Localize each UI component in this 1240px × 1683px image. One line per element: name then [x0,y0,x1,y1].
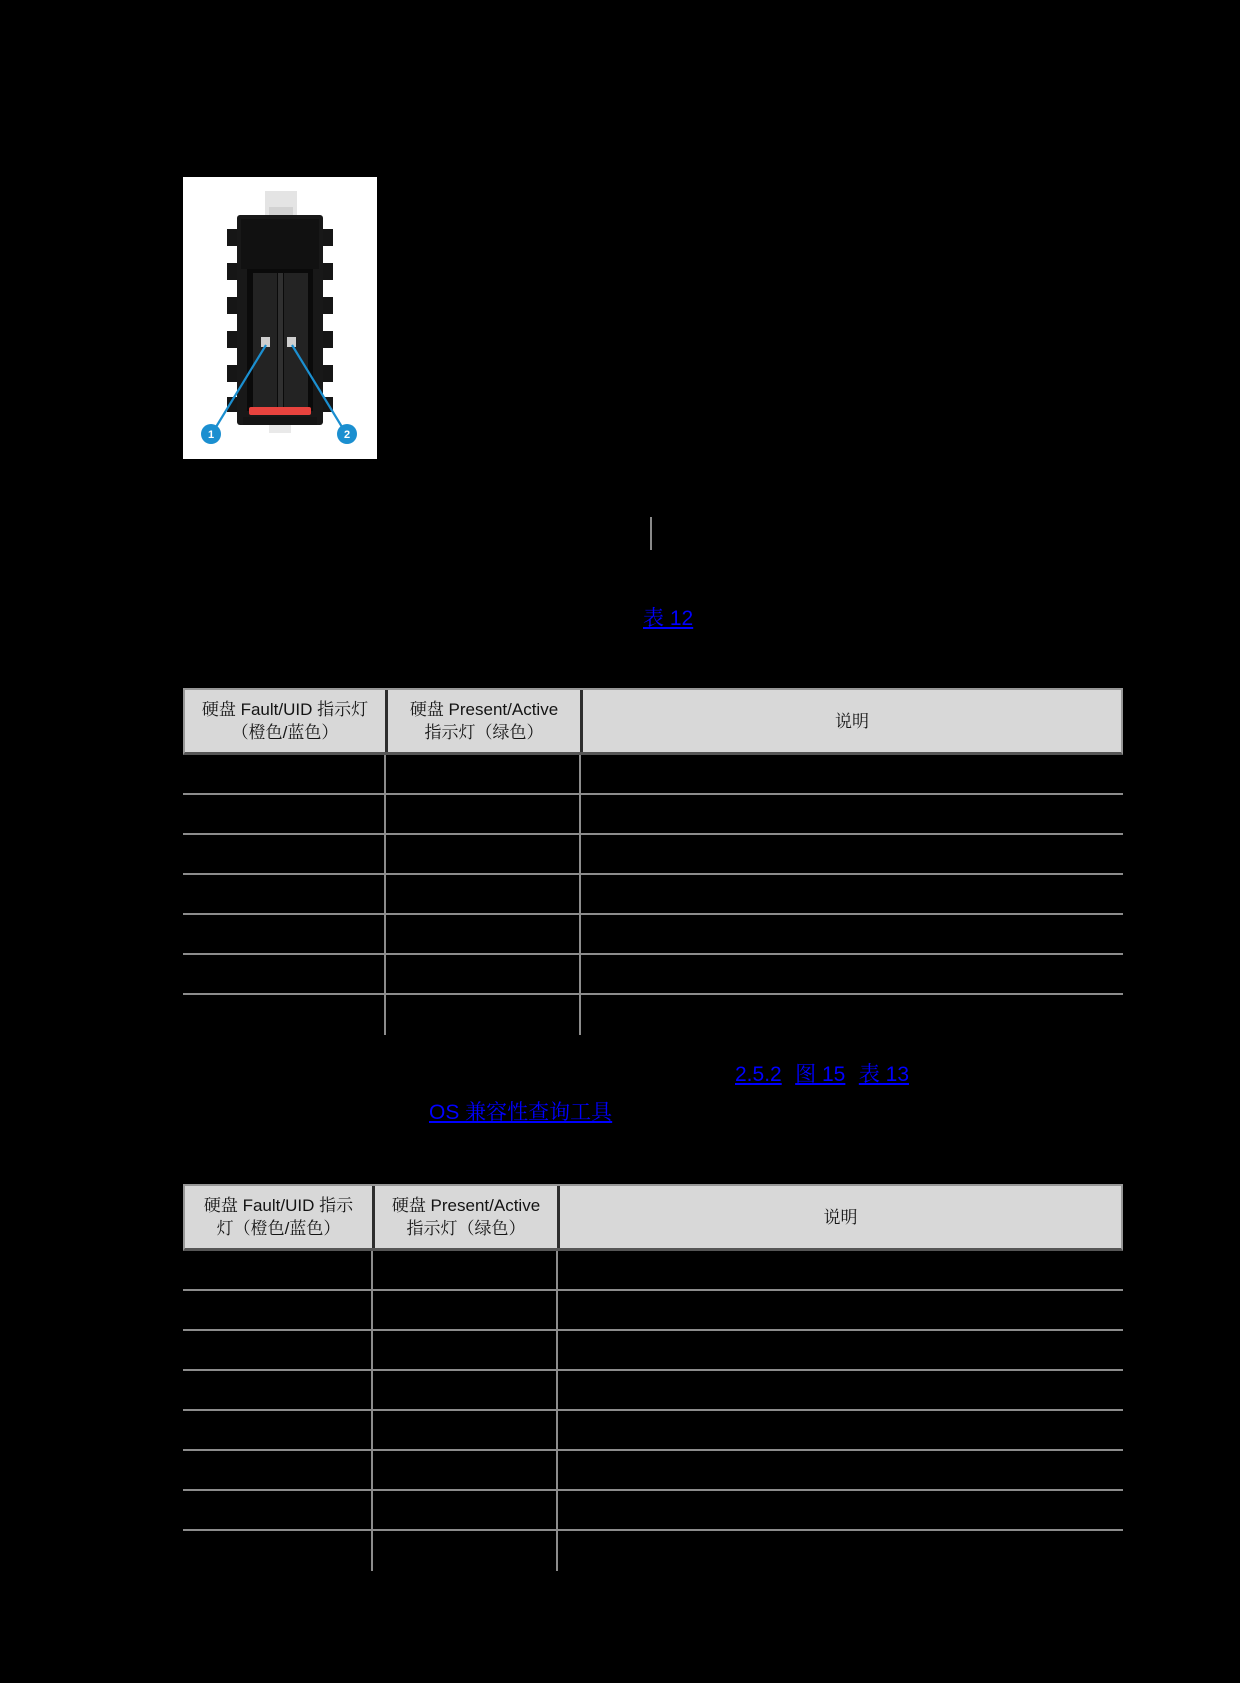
table1-cell [386,955,581,993]
link-table-13[interactable]: 表 13 [858,1063,910,1086]
table2-cell [183,1491,373,1529]
table1-row [183,835,1123,875]
table1-cell [183,755,386,793]
table2-cell [558,1411,1123,1449]
callout-1-badge [201,424,221,444]
table2-cell [373,1251,558,1289]
table2-row [183,1491,1123,1531]
table2-cell [183,1451,373,1489]
link-section-2-5-2[interactable]: 2.5.2 [735,1063,782,1086]
table1-cell [183,915,386,953]
table-2-body [183,1251,1123,1571]
table2-cell [558,1531,1123,1571]
table2-row [183,1451,1123,1491]
link-os-compatibility-tool[interactable]: OS 兼容性查询工具 [429,1101,613,1124]
table2-cell [558,1451,1123,1489]
table2-cell [558,1371,1123,1409]
header-text: 指示灯（绿色） [424,723,544,742]
table-1-header-description [583,690,1121,752]
table2-cell [183,1371,373,1409]
table1-cell [581,835,1123,873]
table1-cell [183,955,386,993]
table2-cell [373,1371,558,1409]
table1-row [183,875,1123,915]
table1-row [183,795,1123,835]
table-2-header-present-active [375,1186,560,1248]
table2-cell [558,1251,1123,1289]
reference-links-line [735,1063,909,1087]
table1-row [183,755,1123,795]
tray-red-stripe-icon [249,407,311,415]
led-status-table-2 [183,1184,1123,1571]
led-status-table-1 [183,688,1123,1035]
table2-cell [373,1411,558,1449]
table2-cell [373,1451,558,1489]
drive-tray-photo-icon [183,177,377,459]
table2-cell [558,1491,1123,1529]
table1-cell [183,795,386,833]
table1-cell [386,755,581,793]
table2-cell [373,1491,558,1529]
header-text: 硬盘 Present/Active [409,700,559,719]
drive-tray-figure [183,177,377,459]
table1-cell [581,915,1123,953]
table1-row [183,915,1123,955]
table2-cell [373,1331,558,1369]
table2-cell [373,1291,558,1329]
table1-cell [581,755,1123,793]
table2-cell [183,1251,373,1289]
table2-cell [558,1331,1123,1369]
table-1-header-row [183,688,1123,755]
table2-cell [183,1291,373,1329]
table1-cell [386,835,581,873]
table1-row [183,955,1123,995]
table2-row [183,1331,1123,1371]
vertical-divider-mark [650,517,652,550]
table2-cell [183,1531,373,1571]
header-text: 硬盘 Fault/UID 指示灯 [201,700,369,719]
table1-cell [581,795,1123,833]
table-2-header-fault-uid [185,1186,375,1248]
table1-cell [581,875,1123,913]
table-1-body [183,755,1123,1035]
table-2-header-row [183,1184,1123,1251]
header-text: 指示灯（绿色） [406,1219,526,1238]
link-figure-15[interactable]: 图 15 [795,1063,846,1086]
table2-cell [183,1411,373,1449]
table1-row [183,995,1123,1035]
header-text: 硬盘 Fault/UID 指示 [203,1196,354,1215]
table1-cell [581,995,1123,1035]
header-text: 说明 [835,711,869,731]
table1-cell [386,875,581,913]
table1-cell [581,955,1123,993]
svg-text:1: 1 [207,429,215,441]
table1-cell [183,995,386,1035]
table2-cell [183,1331,373,1369]
table-1-header-present-active [388,690,583,752]
table1-cell [386,915,581,953]
table2-cell [558,1291,1123,1329]
table2-row [183,1291,1123,1331]
table-1-header-fault-uid [185,690,388,752]
svg-text:2: 2 [343,429,351,441]
header-text: 灯（橙色/蓝色） [216,1219,341,1238]
table1-cell [183,875,386,913]
table2-cell [373,1531,558,1571]
header-text: 硬盘 Present/Active [391,1196,541,1215]
callout-2-badge [337,424,357,444]
table2-row [183,1371,1123,1411]
header-text: 说明 [823,1207,858,1227]
table-2-header-description [560,1186,1121,1248]
table1-cell [386,795,581,833]
link-table-12[interactable]: 表 12 [643,607,694,630]
table2-row [183,1251,1123,1291]
table2-row [183,1531,1123,1571]
header-text: （橙色/蓝色） [231,723,339,742]
table2-row [183,1411,1123,1451]
table1-cell [183,835,386,873]
table1-cell [386,995,581,1035]
